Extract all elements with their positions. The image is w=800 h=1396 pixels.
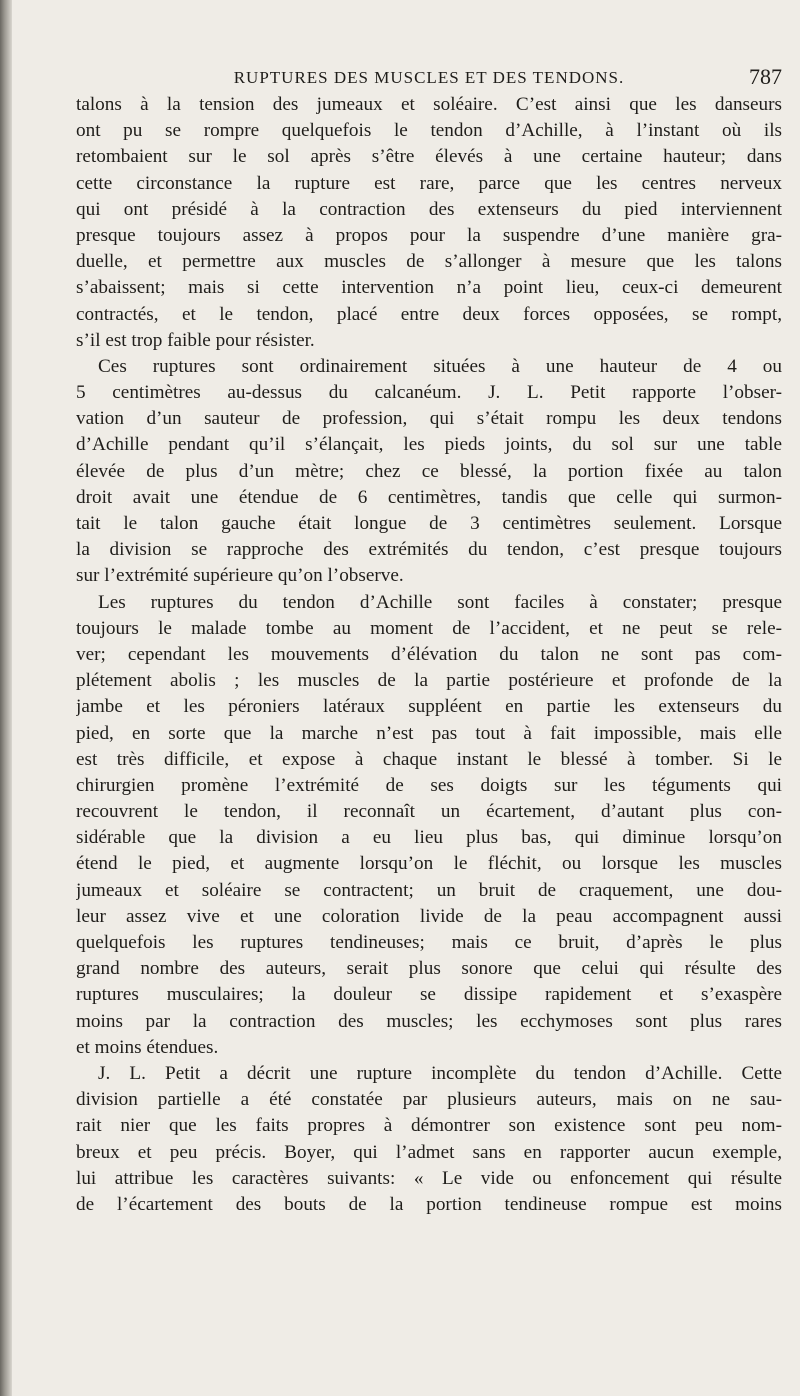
text-line: retombaient sur le sol après s’être élevés à une certaine hauteur; dans bbox=[76, 146, 782, 168]
text-line: leur assez vive et une coloration livide de la peau accompagnent aussi bbox=[76, 905, 782, 927]
text-line: division partielle a été constatée par plusieurs auteurs, mais on ne sau- bbox=[76, 1089, 782, 1111]
text-line: étend le pied, et augmente lorsqu’on le fléchit, ou lorsque les muscles bbox=[76, 853, 782, 875]
text-line: de l’écartement des bouts de la portion tendineuse rompue est moins bbox=[76, 1193, 782, 1215]
text-line: 5 centimètres au-dessus du calcanéum. J. L. Petit rapporte l’obser- bbox=[76, 382, 782, 404]
text-line: ont pu se rompre quelquefois le tendon d’Achille, à l’instant où ils bbox=[76, 120, 782, 142]
text-line: tait le talon gauche était longue de 3 centimètres seulement. Lorsque bbox=[76, 513, 782, 534]
text-line: quelquefois les ruptures tendineuses; mais ce bruit, d’après le plus bbox=[76, 932, 782, 953]
text-line: breux et peu précis. Boyer, qui l’admet sans en rapporter aucun exemple, bbox=[76, 1141, 782, 1163]
text-line: élevée de plus d’un mètre; chez ce blessé, la portion fixée au talon bbox=[76, 460, 782, 482]
text-line: cette circonstance la rupture est rare, parce que les centres nerveux bbox=[76, 172, 782, 194]
text-line: s’abaissent; mais si cette intervention n’a point lieu, ceux-ci demeurent bbox=[76, 277, 782, 299]
text-line: recouvrent le tendon, il reconnaît un écartement, d’autant plus con- bbox=[76, 801, 782, 823]
text-line: la division se rapproche des extrémités du tendon, c’est presque toujours bbox=[76, 539, 782, 561]
paragraph-first-line: Ces ruptures sont ordinairement situées à une hauteur de 4 ou bbox=[98, 355, 782, 377]
body-text bbox=[76, 92, 782, 1218]
text-line: grand nombre des auteurs, serait plus sonore que celui qui résulte des bbox=[76, 958, 782, 980]
text-line: rait nier que les faits propres à démontrer son existence sont peu nom- bbox=[76, 1115, 782, 1137]
text-line: sidérable que la division a eu lieu plus bas, qui diminue lorsqu’on bbox=[76, 827, 782, 849]
text-line: vation d’un sauteur de profession, qui s’était rompu les deux tendons bbox=[76, 408, 782, 430]
text-line: lui attribue les caractères suivants: « Le vide ou enfoncement qui résulte bbox=[76, 1167, 782, 1189]
text-line: d’Achille pendant qu’il s’élançait, les pieds joints, du sol sur une table bbox=[76, 434, 782, 456]
text-line: plétement abolis ; les muscles de la partie postérieure et profonde de la bbox=[76, 670, 782, 692]
paragraph-last-line: sur l’extrémité supérieure qu’on l’observe. bbox=[76, 565, 404, 587]
text-line: jambe et les péroniers latéraux suppléent en partie les extenseurs du bbox=[76, 696, 782, 718]
text-line: moins par la contraction des muscles; les ecchymoses sont plus rares bbox=[76, 1010, 782, 1032]
text-line: talons à la tension des jumeaux et soléaire. C’est ainsi que les danseurs bbox=[76, 94, 782, 115]
text-line: duelle, et permettre aux muscles de s’allonger à mesure que les talons bbox=[76, 251, 782, 273]
text-line: ruptures musculaires; la douleur se dissipe rapidement et s’exaspère bbox=[76, 984, 782, 1006]
text-line: qui ont présidé à la contraction des extenseurs du pied interviennent bbox=[76, 198, 782, 220]
paragraph-first-line: J. L. Petit a décrit une rupture incomplète du tendon d’Achille. Cette bbox=[98, 1062, 782, 1084]
text-line: toujours le malade tombe au moment de l’accident, et ne peut se rele- bbox=[76, 617, 782, 639]
running-title: RUPTURES DES MUSCLES ET DES TENDONS. bbox=[233, 68, 625, 87]
paragraph-last-line: et moins étendues. bbox=[76, 1036, 219, 1058]
text-line: ver; cependant les mouvements d’élévation du talon ne sont pas com- bbox=[76, 643, 782, 665]
binding-shadow bbox=[0, 0, 12, 1396]
text-line: chirurgien promène l’extrémité de ses doigts sur les téguments qui bbox=[76, 774, 782, 796]
text-line: droit avait une étendue de 6 centimètres, tandis que celle qui surmon- bbox=[76, 486, 782, 508]
paragraph-first-line: Les ruptures du tendon d’Achille sont faciles à constater; presque bbox=[98, 591, 782, 613]
text-line: pied, en sorte que la marche n’est pas tout à fait impossible, mais elle bbox=[76, 722, 782, 744]
text-line: jumeaux et soléaire se contractent; un bruit de craquement, une dou- bbox=[76, 879, 782, 901]
text-line: presque toujours assez à propos pour la suspendre d’une manière gra- bbox=[76, 224, 782, 246]
text-line: contractés, et le tendon, placé entre deux forces opposées, se rompt, bbox=[76, 303, 782, 325]
paragraph-last-line: s’il est trop faible pour résister. bbox=[76, 329, 315, 351]
running-head bbox=[76, 64, 782, 88]
page-number: 787 bbox=[749, 64, 782, 89]
text-line: est très difficile, et expose à chaque instant le blessé à tomber. Si le bbox=[76, 748, 782, 770]
